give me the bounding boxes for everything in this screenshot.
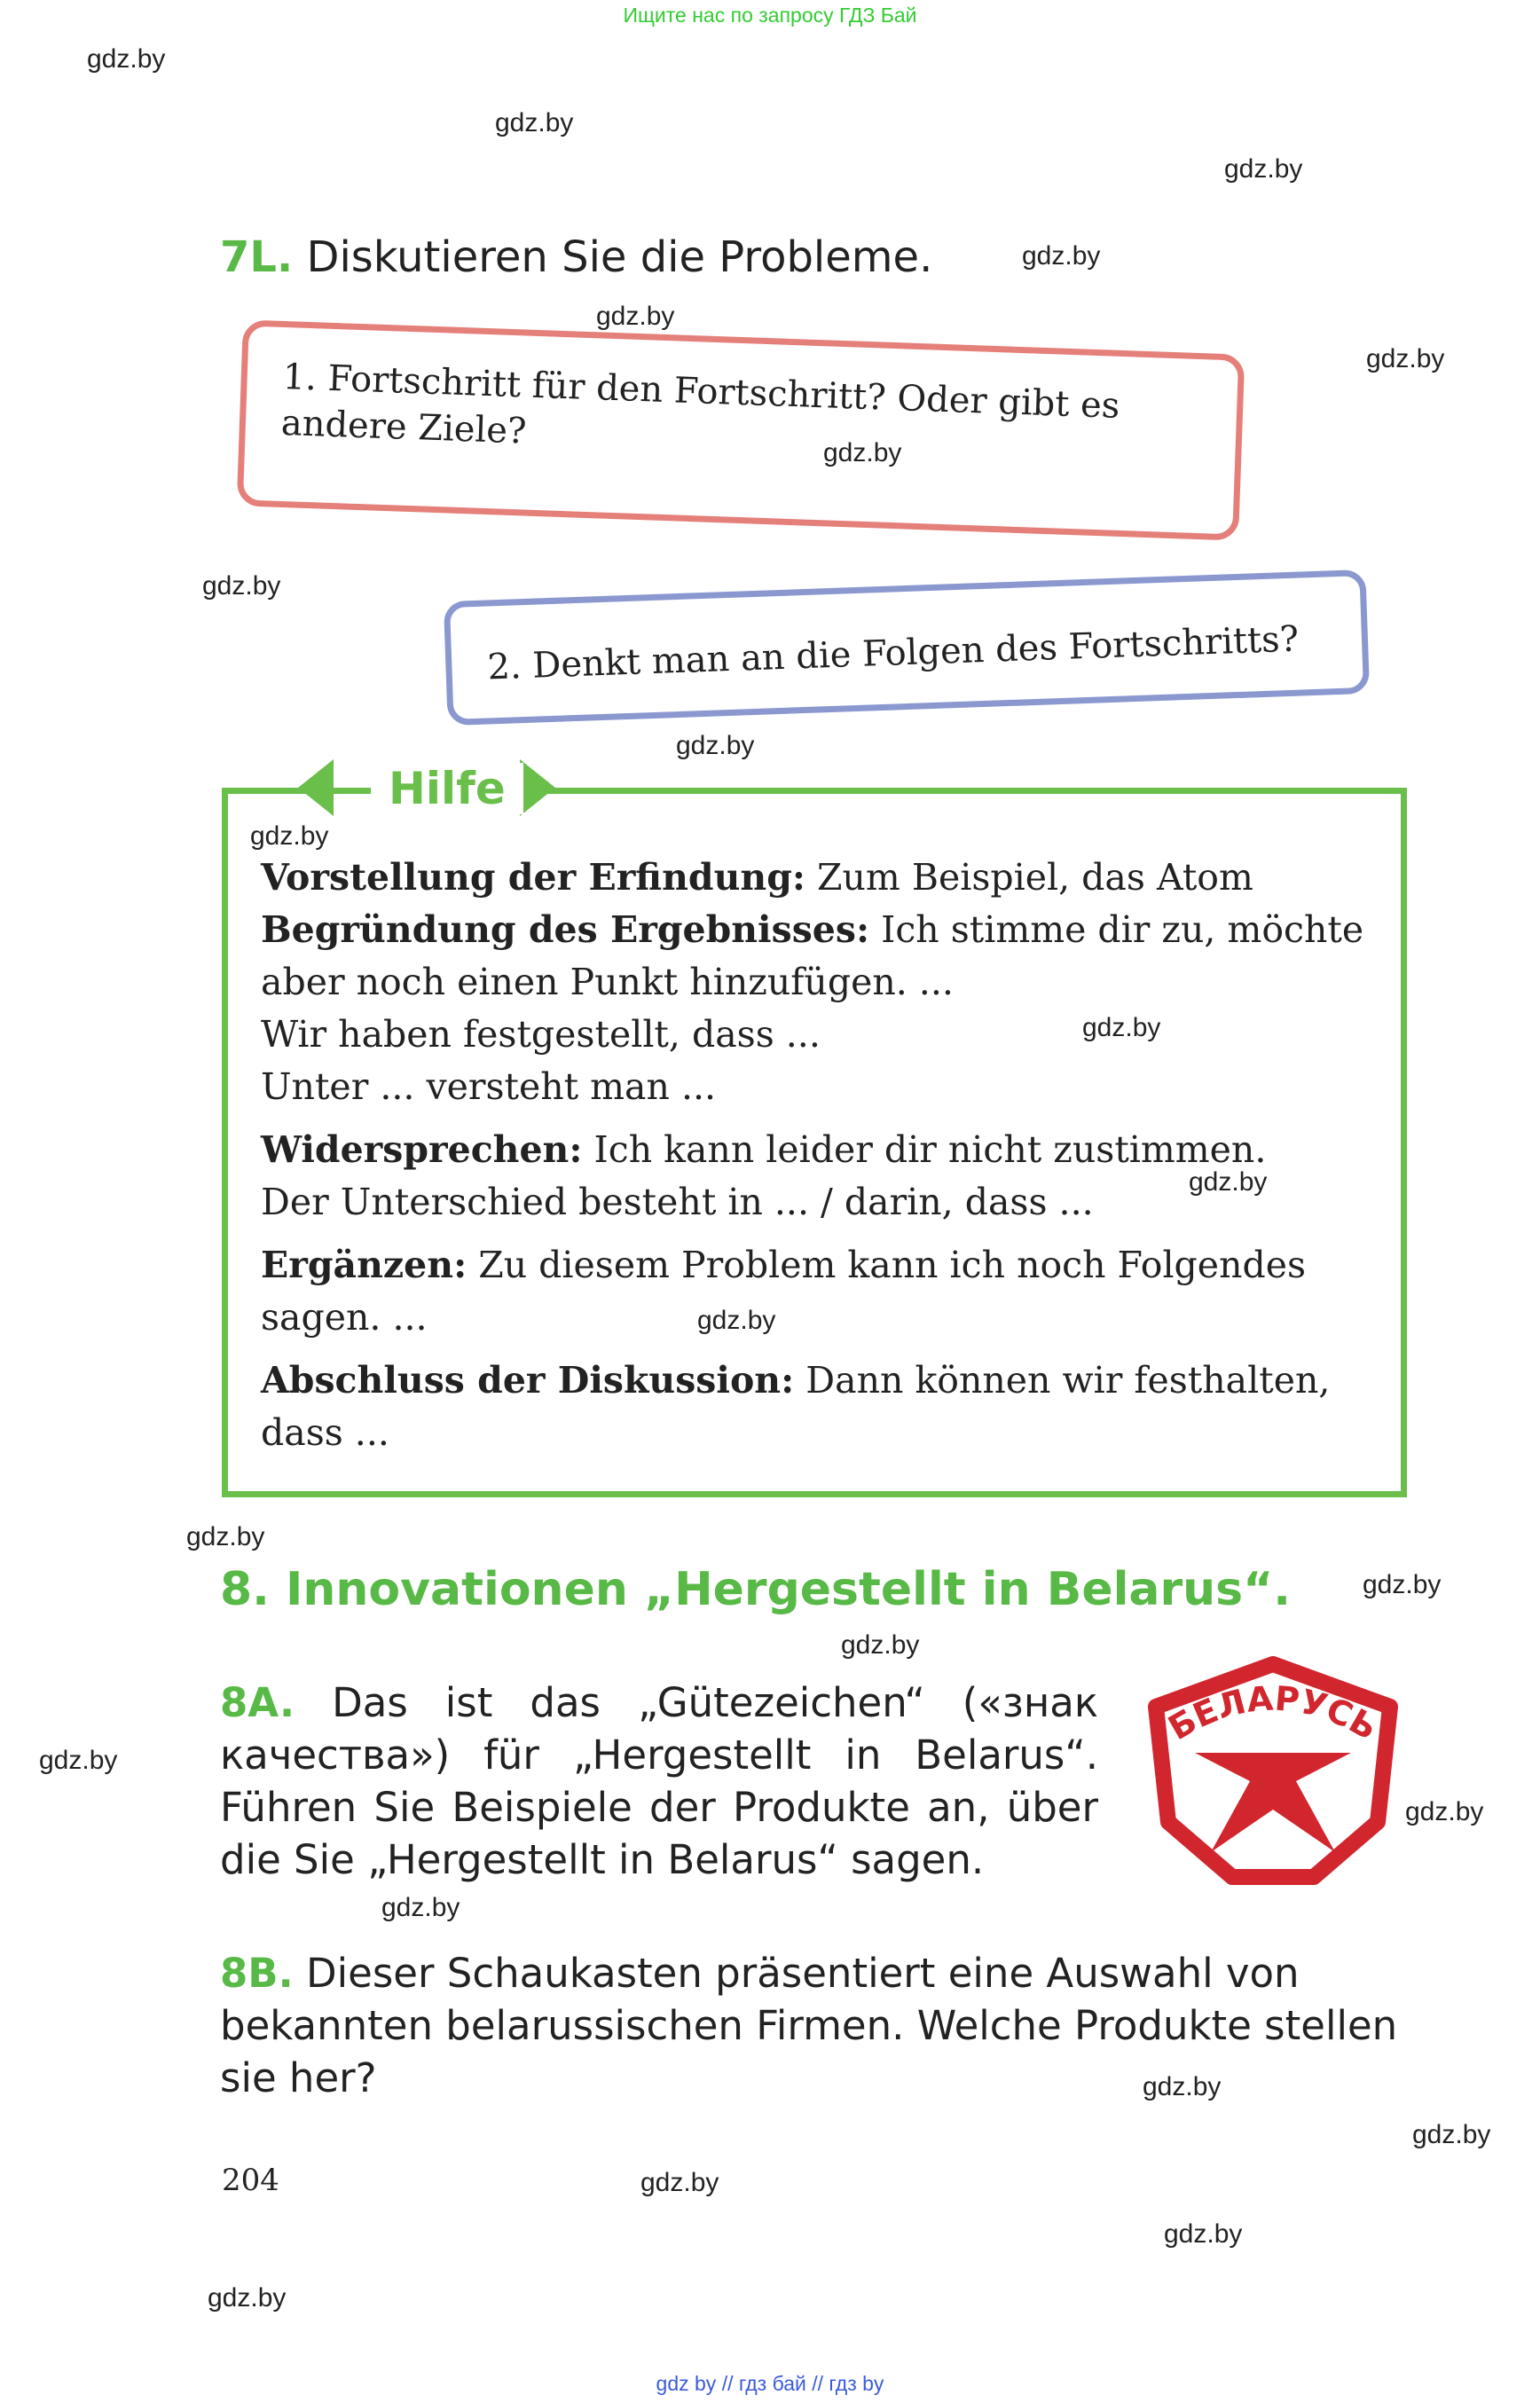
hilfe-item-ergaenzen: [261, 1239, 1380, 1344]
top-search-hint[interactable]: Ищите нас по запросу ГДЗ Бай: [623, 4, 917, 27]
watermark: gdz.by: [676, 731, 755, 760]
watermark: gdz.by: [208, 2283, 287, 2313]
task8b-paragraph: [220, 1947, 1409, 2104]
task7-heading: [220, 232, 932, 282]
watermark: gdz.by: [1405, 1797, 1484, 1826]
watermark: gdz.by: [495, 108, 574, 137]
watermark: gdz.by: [1412, 2120, 1491, 2149]
problem1-text: 1. Fortschritt für den Fortschritt? Oder gibt es andere Ziele?: [280, 356, 1121, 452]
watermark: gdz.by: [1164, 2219, 1243, 2249]
watermark: gdz.by: [823, 438, 902, 467]
hilfe-term: Widersprechen:: [261, 1128, 583, 1171]
task8a-paragraph: [220, 1677, 1098, 1886]
watermark: gdz.by: [596, 302, 675, 331]
watermark: gdz.by: [697, 1306, 776, 1335]
task7-number: 7L.: [220, 232, 294, 282]
badge-label: БЕЛАРУСЬ: [1161, 1678, 1385, 1748]
hilfe-item-vorstellung: [261, 852, 1380, 1113]
watermark: gdz.by: [1082, 1013, 1161, 1042]
hilfe-term: Vorstellung der Erfindung:: [261, 856, 805, 899]
problem2-box: [444, 569, 1370, 726]
task8-title: Innovationen „Hergestellt in Belarus“.: [286, 1563, 1292, 1616]
hilfe-item-abschluss: [261, 1355, 1380, 1459]
watermark: gdz.by: [1022, 241, 1101, 271]
task8b-number: 8B.: [220, 1950, 294, 1997]
task8-heading: [220, 1563, 1291, 1616]
quality-mark-badge: [1140, 1648, 1406, 1896]
watermark: gdz.by: [1224, 154, 1303, 184]
watermark: gdz.by: [250, 821, 329, 851]
watermark: gdz.by: [1143, 2072, 1222, 2101]
watermark: gdz.by: [640, 2168, 719, 2197]
task8a-text: Das ist das „Gütezeichen“ («знак качества») für „Hergestellt in Belarus“. Führen Sie Beispiele der Produkte an, über die Sie „Hergestellt in Belarus“ sagen.: [220, 1679, 1098, 1883]
watermark: gdz.by: [39, 1746, 118, 1775]
hilfe-phrase: Wir haben festgestellt, dass ...: [261, 1013, 821, 1056]
watermark: gdz.by: [1189, 1167, 1268, 1197]
watermark: gdz.by: [841, 1630, 920, 1660]
watermark: gdz.by: [186, 1522, 265, 1551]
hilfe-phrase: Der Unterschied besteht in ... / darin, dass ...: [261, 1181, 1094, 1223]
footer-links[interactable]: gdz by // гдз бай // гдз by: [656, 2372, 884, 2395]
hilfe-content: [261, 852, 1380, 1470]
watermark: gdz.by: [1366, 344, 1445, 373]
page-number: 204: [222, 2163, 279, 2198]
hilfe-label: Hilfe: [371, 763, 523, 814]
hilfe-term: Begründung des Ergebnisses:: [261, 908, 870, 951]
task7-title: Diskutieren Sie die Probleme.: [306, 232, 933, 282]
hilfe-phrase: Ich stimme dir zu, möchte aber noch einen Punkt hinzufügen. ...: [261, 908, 1364, 1003]
watermark: gdz.by: [87, 44, 166, 74]
watermark: gdz.by: [202, 571, 281, 601]
hilfe-term: Abschluss der Diskussion:: [261, 1359, 795, 1402]
watermark: gdz.by: [1363, 1570, 1442, 1599]
hilfe-phrase: Zum Beispiel, das Atom: [805, 856, 1253, 899]
watermark: gdz.by: [381, 1893, 460, 1922]
problem2-text: 2. Denkt man an die Folgen des Fortschritts?: [486, 618, 1300, 688]
hilfe-phrase: Dann können wir festhalten, dass ...: [261, 1359, 1331, 1454]
task8b-text: Dieser Schaukasten präsentiert eine Auswahl von bekannten belarussischen Firmen. Welche Produkte stellen sie her?: [220, 1950, 1398, 2101]
task8a-number: 8A.: [220, 1679, 295, 1726]
task8-number: 8.: [220, 1563, 270, 1616]
hilfe-phrase: Zu diesem Problem kann ich noch Folgendes sagen. ...: [261, 1244, 1307, 1339]
arrow-left-icon: [298, 759, 334, 816]
hilfe-term: Ergänzen:: [261, 1244, 468, 1286]
hilfe-phrase: Unter ... versteht man ...: [261, 1065, 717, 1108]
hilfe-phrase: Ich kann leider dir nicht zustimmen.: [582, 1128, 1267, 1171]
arrow-right-icon: [520, 759, 555, 816]
problem1-box: [237, 319, 1245, 540]
